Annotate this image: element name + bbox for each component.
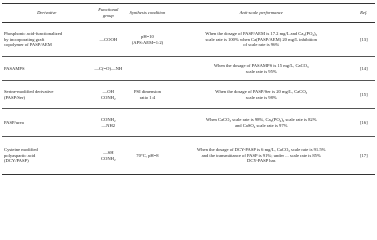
cell-functional-group-line: CONH₂ <box>100 155 116 161</box>
cell-anti-scale-performance-line: scale rate is 95% <box>245 68 277 74</box>
cell-functional-group-line: CONH₂ <box>100 116 116 122</box>
table-row <box>2 57 375 81</box>
cell-anti-scale-performance <box>170 109 353 137</box>
cell-functional-group-line: —OH <box>102 88 114 94</box>
cell-anti-scale-performance <box>170 57 353 81</box>
cell-anti-scale-performance-line: of scale rate is 96% <box>243 42 280 48</box>
cell-anti-scale-performance-line: and the transmittance of PASP is 91%; under ... scale rate is 85% <box>201 152 321 158</box>
table-row <box>2 81 375 109</box>
cell-functional-group <box>92 137 126 175</box>
header-derivative: Derivative <box>37 10 57 16</box>
table-header-row <box>2 4 375 23</box>
cell-anti-scale-performance-line: DCY-PASP has <box>247 158 276 164</box>
cell-derivative-line: polyaspartic acid <box>4 152 36 158</box>
cell-derivative <box>2 23 92 57</box>
cell-synthesis-condition-line: (APS:AEM=1:2) <box>131 39 164 45</box>
header-functional-group: Functional group <box>98 7 119 18</box>
cell-synthesis-condition-line: PSI dimension <box>133 88 161 94</box>
cell-derivative-line: Cysteine modified <box>4 147 38 153</box>
cell-anti-scale-performance-line: When the dosage of PASP/Ser is 20 mg/L, CaCO₃ <box>215 88 308 94</box>
cell-functional-group-line: —SH <box>103 149 114 155</box>
cell-derivative-line: PASAMPS <box>4 65 25 71</box>
cell-anti-scale-performance-line: and CaSO₄ scale rate is 97% <box>234 122 288 128</box>
cell-synthesis-condition <box>125 57 170 81</box>
cell-derivative <box>2 109 92 137</box>
cell-synthesis-condition-line: ratio 1:4 <box>139 94 156 100</box>
cell-derivative-line: Serine-modified derivative <box>4 88 54 94</box>
cell-anti-scale-performance-line: When the dosage of DCY-PASP is 6 mg/L, CaCO₃ scale rate is 91.5% <box>196 147 326 153</box>
header-reference: Ref. <box>360 10 368 16</box>
table-row <box>2 137 375 175</box>
cell-anti-scale-performance-line: scale rate is 100% when Ca(PASP/AEM) 20 mg/L inhibition <box>205 36 317 42</box>
cell-derivative-line: copolymer of PASP/AEM <box>4 42 52 48</box>
cell-anti-scale-performance <box>170 23 353 57</box>
cell-functional-group <box>92 109 126 137</box>
cell-derivative-line: (DCY/PASP) <box>4 158 29 164</box>
table-body <box>2 23 375 175</box>
cell-derivative-line: by incorporating graft <box>4 36 45 42</box>
cell-anti-scale-performance <box>170 137 353 175</box>
cell-synthesis-condition <box>125 81 170 109</box>
table-row <box>2 109 375 137</box>
cell-reference: [17] <box>359 152 368 158</box>
cell-reference: [15] <box>359 91 368 97</box>
cell-anti-scale-performance <box>170 81 353 109</box>
cell-anti-scale-performance-line: When the dosage of PASP/AEM is 17.2 mg/L and Ca₃(PO₄)₂ <box>205 31 318 37</box>
cell-functional-group-line: —NH2 <box>101 122 116 128</box>
cell-functional-group <box>92 81 126 109</box>
cell-reference: [13] <box>359 36 368 42</box>
cell-functional-group-line: —C(=O)—NH <box>94 65 123 71</box>
cell-anti-scale-performance-line: When the dosage of PASAMPS is 15 mg/L, CaCO₃ <box>213 62 309 68</box>
cell-reference: [16] <box>359 119 368 125</box>
cell-derivative <box>2 137 92 175</box>
cell-derivative-line: PASP/urea <box>4 119 24 125</box>
cell-derivative <box>2 57 92 81</box>
cell-derivative <box>2 81 92 109</box>
derivatives-table <box>2 3 375 175</box>
cell-synthesis-condition-line: 70°C, pH=8 <box>136 152 159 158</box>
table-row <box>2 23 375 57</box>
cell-synthesis-condition-line: pH=10 <box>141 33 154 39</box>
cell-reference: [14] <box>359 65 368 71</box>
cell-synthesis-condition <box>125 109 170 137</box>
cell-anti-scale-performance-line: When CaCO₃ scale rate is 98%, Ca₃(PO₄)₂ scale rate is 82% <box>205 116 317 122</box>
header-synthesis-condition: Synthesis condition <box>129 10 166 16</box>
cell-anti-scale-performance-line: scale rate is 98% <box>245 94 277 100</box>
cell-synthesis-condition <box>125 137 170 175</box>
cell-synthesis-condition <box>125 23 170 57</box>
data-table-container <box>2 3 375 178</box>
header-anti-scale-performance: Anti-scale performance <box>239 10 283 16</box>
cell-derivative-line: Phosphonic acid-functionalized <box>4 31 63 37</box>
cell-functional-group <box>92 23 126 57</box>
cell-derivative-line: (PASP/Ser) <box>4 94 26 100</box>
cell-functional-group-line: —COOH <box>99 36 118 42</box>
cell-functional-group-line: CONH₂ <box>100 94 116 100</box>
cell-functional-group <box>92 57 126 81</box>
